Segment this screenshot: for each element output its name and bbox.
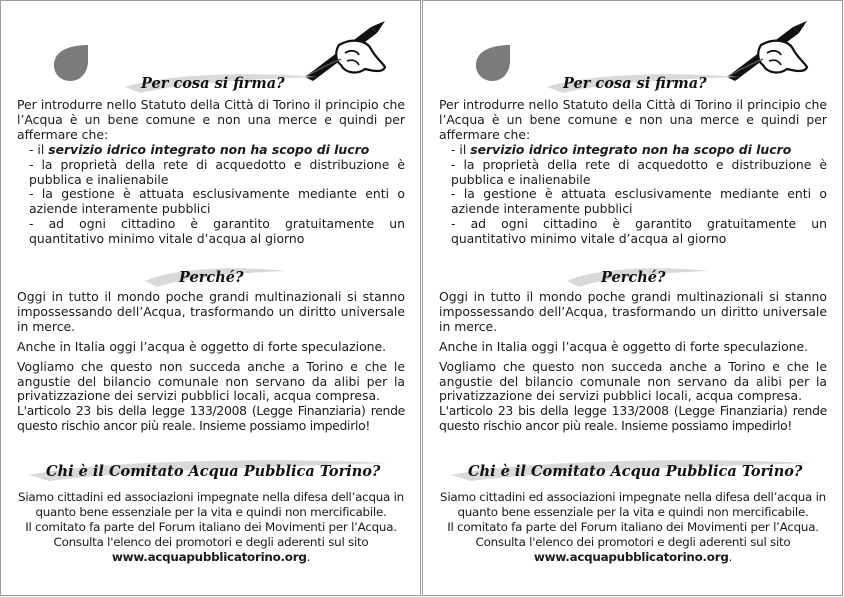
paragraph-torino: Vogliamo che questo non succeda anche a Torino e che le angustie del bilancio comunale non servano da alibi per la privatizzazione dei servizi pubblici locali, acqua compresa. [439,358,827,404]
committee-section [437,490,829,565]
consult-paragraph: Consulta l'elenco dei promotori e degli aderenti sul sito [475,534,791,549]
heading-perche: Perché? [179,269,244,286]
heading-chi-e-il-comitato: Chi è il Comitato Acqua Pubblica Torino? [468,463,803,480]
bullet-1: - il servizio idrico integrato non ha scopo di lucro [29,141,370,157]
heading-per-cosa-si-firma: Per cosa si firma? [141,75,285,92]
committee-section [15,490,407,565]
flyer-page [0,0,421,596]
forum-paragraph: Il comitato fa parte del Forum italiano dei Movimenti per l’Acqua. [447,519,819,534]
flyer-page [422,0,843,596]
website-link[interactable]: www.acquapubblicatorino.org [533,549,729,564]
heading-chi-e-il-comitato: Chi è il Comitato Acqua Pubblica Torino? [46,463,381,480]
paragraph-law: L'articolo 23 bis della legge 133/2008 (Legge Finanziaria) rende questo rischio ancor più reale. Insieme possiamo impedirlo! [439,403,827,434]
bullet-2: - la proprietà della rete di acquedotto e distribuzione è pubblica e inalienabile [451,156,827,187]
paragraph-multinationals: Oggi in tutto il mondo poche grandi multinazionali si stanno impossessando dell’Acqua, trasformando un diritto universale in merce. [17,289,405,334]
committee-paragraph: Siamo cittadini ed associazioni impegnate nella difesa dell’acqua in quanto bene essenziale per la vita e quindi non mercificabile. [440,490,826,519]
website-line: www.acquapubblicatorino.org. [533,549,733,564]
bullet-4: - ad ogni cittadino è garantito gratuitamente un quantitativo minimo vitale d’acqua al giorno [29,216,405,247]
consult-paragraph: Consulta l'elenco dei promotori e degli aderenti sul sito [53,534,369,549]
water-drop-icon [48,39,94,85]
heading-per-cosa-si-firma: Per cosa si firma? [563,75,707,92]
paragraph-italy: Anche in Italia oggi l’acqua è oggetto di forte speculazione. [439,338,809,354]
website-line: www.acquapubblicatorino.org. [111,549,311,564]
forum-paragraph: Il comitato fa parte del Forum italiano dei Movimenti per l’Acqua. [25,519,397,534]
committee-paragraph: Siamo cittadini ed associazioni impegnate nella difesa dell’acqua in quanto bene essenziale per la vita e quindi non mercificabile. [18,490,404,519]
heading-perche: Perché? [601,269,666,286]
bullet-2: - la proprietà della rete di acquedotto e distribuzione è pubblica e inalienabile [29,156,405,187]
petition-purpose-section [17,98,405,247]
paragraph-italy: Anche in Italia oggi l’acqua è oggetto di forte speculazione. [17,338,387,354]
intro-paragraph: Per introdurre nello Statuto della Città di Torino il principio che l’Acqua è un bene comune e non una merce e quindi per affermare che: [17,97,405,142]
bullet-1: - il servizio idrico integrato non ha scopo di lucro [451,141,792,157]
bullet-4: - ad ogni cittadino è garantito gratuitamente un quantitativo minimo vitale d’acqua al giorno [451,216,827,247]
paragraph-multinationals: Oggi in tutto il mondo poche grandi multinazionali si stanno impossessando dell’Acqua, trasformando un diritto universale in merce. [439,289,827,334]
water-drop-icon [470,39,516,85]
petition-purpose-section [439,98,827,247]
bullet-3: - la gestione è attuata esclusivamente mediante enti o aziende interamente pubblici [451,186,827,217]
website-link[interactable]: www.acquapubblicatorino.org [111,549,307,564]
bullet-3: - la gestione è attuata esclusivamente mediante enti o aziende interamente pubblici [29,186,405,217]
why-section [439,290,827,434]
intro-paragraph: Per introdurre nello Statuto della Città di Torino il principio che l’Acqua è un bene comune e non una merce e quindi per affermare che: [439,97,827,142]
why-section [17,290,405,434]
paragraph-torino: Vogliamo che questo non succeda anche a Torino e che le angustie del bilancio comunale non servano da alibi per la privatizzazione dei servizi pubblici locali, acqua compresa. [17,358,405,404]
paragraph-law: L'articolo 23 bis della legge 133/2008 (Legge Finanziaria) rende questo rischio ancor più reale. Insieme possiamo impedirlo! [17,403,405,434]
